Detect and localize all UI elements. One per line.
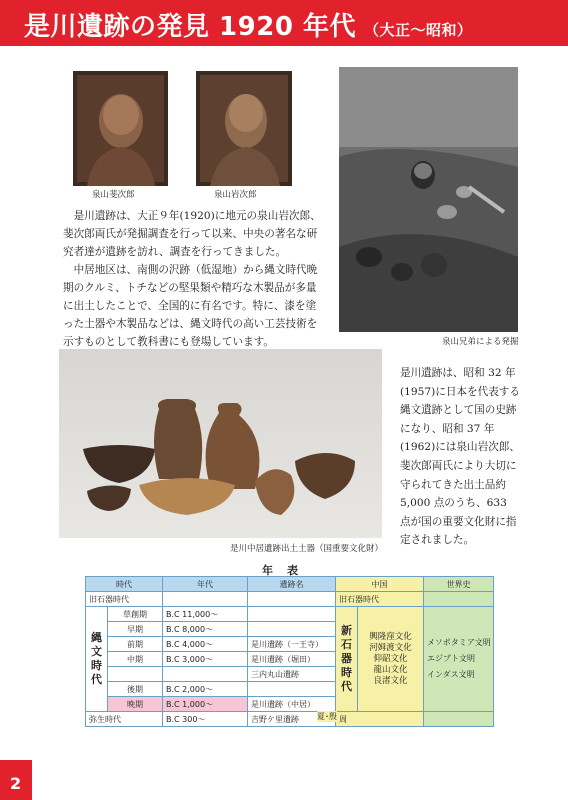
site-cell: 是川遺跡（中居） xyxy=(248,697,336,712)
page-title xyxy=(24,6,472,43)
zhou-cell: 周 xyxy=(336,712,424,727)
culture-item: 興隆窪文化 xyxy=(369,631,412,642)
timeline-title: 年表 xyxy=(262,564,312,577)
year-cell: B.C 3,000〜 xyxy=(163,652,248,667)
period-cell: 前期 xyxy=(108,637,163,652)
world-item: インダス文明 xyxy=(427,670,475,679)
header-jidai: 時代 xyxy=(86,577,163,592)
empty-cell xyxy=(163,592,248,607)
page-number-badge xyxy=(0,760,32,800)
intro-paragraph-1: 是川遺跡は、大正９年(1920)に地元の泉山岩次郎、斐次郎両氏が発掘調査を行って以来、中央の著名な研究者達が遺跡を訪れ、調査を行ってきました。 xyxy=(63,210,321,258)
header-world: 世界史 xyxy=(424,577,494,592)
table-row xyxy=(86,712,494,727)
neolithic-label: 新石器時代 xyxy=(341,624,352,693)
site-cell: 吉野ケ里遺跡 xyxy=(248,712,336,727)
empty-cell xyxy=(424,712,494,727)
paleolithic-cell: 旧石器時代 xyxy=(86,592,163,607)
year-cell: B.C 1,000〜 xyxy=(163,697,248,712)
table-row xyxy=(86,607,494,622)
culture-item: 河姆渡文化 xyxy=(369,642,412,653)
site-cell xyxy=(248,607,336,622)
year-cell xyxy=(163,667,248,682)
jomon-label: 縄文時代 xyxy=(91,631,102,686)
table-row xyxy=(86,592,494,607)
year-cell: B.C 8,000〜 xyxy=(163,622,248,637)
site-cell: 三内丸山遺跡 xyxy=(248,667,336,682)
excavation-caption: 泉山兄弟による発掘 xyxy=(442,337,519,347)
period-cell: 早期 xyxy=(108,622,163,637)
header-iseki: 遺跡名 xyxy=(248,577,336,592)
designation-text: 是川遺跡は、昭和 32 年(1957)に日本を代表する縄文遺跡として国の史跡になり、昭和 37 年(1962)には泉山岩次郎、斐次郎両氏により大切に守られてきた出土品約 5,000 点のうち、633 点が国の重要文化財に指定されました。 xyxy=(400,367,520,547)
title-subtitle: （大正〜昭和） xyxy=(363,21,473,39)
china-paleolithic-cell: 旧石器時代 xyxy=(336,592,424,607)
neolithic-cell xyxy=(336,607,358,712)
year-cell: B.C 2,000〜 xyxy=(163,682,248,697)
world-item: エジプト文明 xyxy=(427,654,475,663)
empty-cell xyxy=(424,592,494,607)
culture-cell xyxy=(358,607,424,712)
title-text: 是川遺跡の発見 1920 年代 xyxy=(24,12,356,42)
site-cell xyxy=(248,622,336,637)
intro-text xyxy=(63,207,325,351)
culture-item: 仰韶文化 xyxy=(373,653,408,664)
site-cell: 是川遺跡（一王寺） xyxy=(248,637,336,652)
xia-yin-label: 夏･殷 xyxy=(317,712,337,721)
portrait-photo-2 xyxy=(196,71,292,186)
year-cell: B.C 4,000〜 xyxy=(163,637,248,652)
header-china: 中国 xyxy=(336,577,424,592)
world-item: メソポタミア文明 xyxy=(427,638,491,647)
excavation-photo xyxy=(339,67,518,332)
site-cell xyxy=(248,682,336,697)
header-nendai: 年代 xyxy=(163,577,248,592)
page-number: 2 xyxy=(10,774,22,793)
timeline-table xyxy=(85,576,494,727)
culture-item: 良渚文化 xyxy=(373,675,408,686)
empty-cell xyxy=(248,592,336,607)
period-cell: 晩期 xyxy=(108,697,163,712)
timeline-header-row xyxy=(86,577,494,592)
culture-item: 龍山文化 xyxy=(373,664,408,675)
site-cell: 是川遺跡（堀田） xyxy=(248,652,336,667)
artifacts-photo xyxy=(59,349,382,538)
year-cell: B.C 300〜 xyxy=(163,712,248,727)
period-cell: 中期 xyxy=(108,652,163,667)
period-cell xyxy=(108,667,163,682)
intro-paragraph-2: 中居地区は、南側の沢跡（低湿地）から縄文時代晩期のクルミ、トチなどの堅果類や精巧な木製品が多量に出土したことで、全国的に有名です。特に、漆を塗った土器や木製品などは、縄文時代の高い工芸技術を示すものとして教科書にも登場しています。 xyxy=(63,264,318,348)
portrait-photo-1 xyxy=(73,71,168,186)
yayoi-cell: 弥生時代 xyxy=(86,712,163,727)
period-cell: 後期 xyxy=(108,682,163,697)
year-cell: B.C 11,000〜 xyxy=(163,607,248,622)
period-cell: 草創期 xyxy=(108,607,163,622)
jomon-cell xyxy=(86,607,108,712)
page-header xyxy=(0,0,568,46)
portrait-caption-2: 泉山岩次郎 xyxy=(214,190,257,200)
world-history-cell xyxy=(424,607,494,712)
artifacts-caption: 是川中居遺跡出土土器（国重要文化財） xyxy=(230,544,384,554)
portrait-caption-1: 泉山斐次郎 xyxy=(92,190,135,200)
